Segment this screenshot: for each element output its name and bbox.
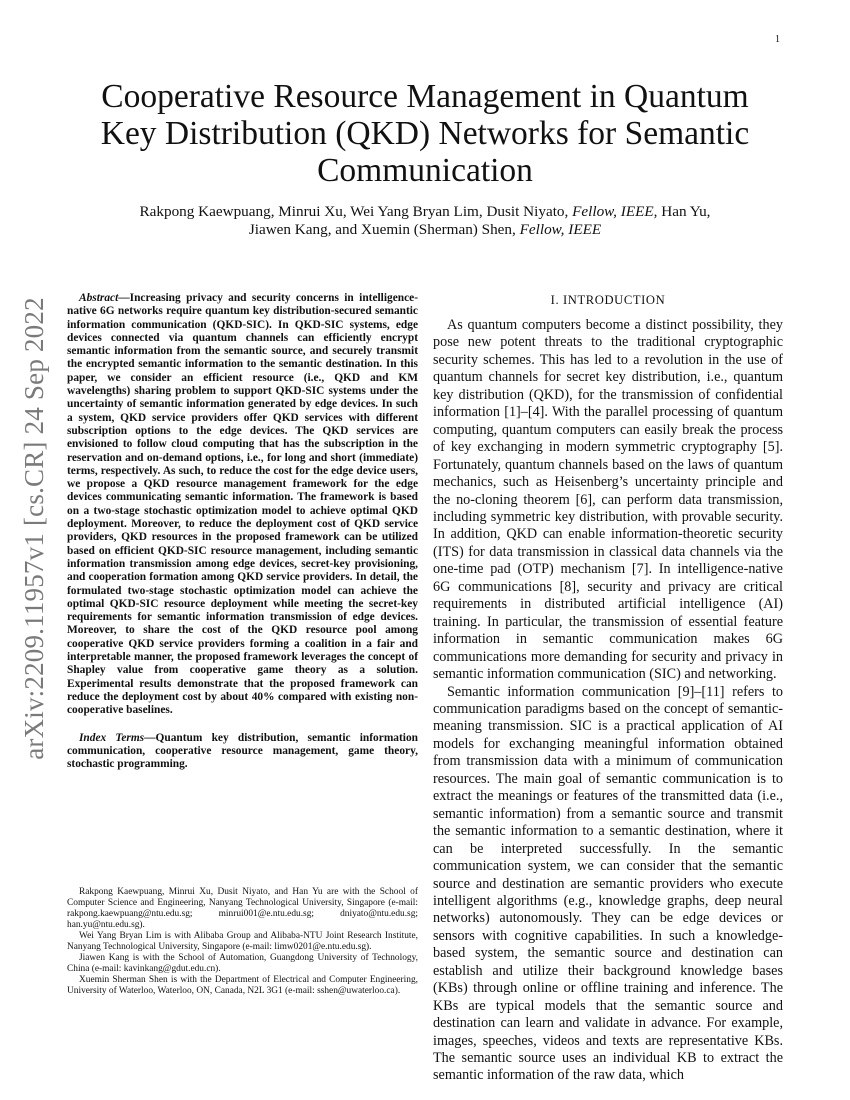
footnote: Xuemin Sherman Shen is with the Department of Electrical and Computer Engineering, University of Waterloo, Waterloo, ON, Canada, N2L 3G1 (e-mail: sshen@uwaterloo.ca). xyxy=(67,975,418,996)
body-paragraph: As quantum computers become a distinct possibility, they pose new potent threats to the traditional cryptographic security schemes. This has led to a revolution in the use of quantum channels for secret key distribution, i.e., quantum key distribution (QKD), for the transmission of confidential information [1]–[4]. With the parallel processing of quantum computing, quantum computers can easily break the process of key exchanging in modern symmetric cryptography [5]. Fortunately, quantum channels based on the laws of quantum mechanics, such as Heisenberg’s uncertainty principle and the no-cloning theorem [6], can perform data transmission, including symmetric key distribution, with provable security. In addition, QKD can enable information-theoretic security (ITS) for data transmission in classical data channels via the one-time pad (OTP) mechanism [7]. In intelligence-native 6G communications [8], security and privacy are critical requirements in distributed artificial intelligence (AI) training. In particular, the transmission of essential feature information in semantic communication makes 6G communications more demanding for security and privacy in semantic information communication (SIC) and networking. xyxy=(433,317,783,683)
authors-line1-a: Rakpong Kaewpuang, Minrui Xu, Wei Yang Bryan Lim, Dusit Niyato, xyxy=(139,203,573,220)
author-list xyxy=(90,203,760,239)
footnote: Jiawen Kang is with the School of Automation, Guangdong University of Technology, China (e-mail: kavinkang@gdut.edu.cn). xyxy=(67,953,418,974)
authors-line1-fellow: Fellow, IEEE xyxy=(572,203,654,220)
author-footnotes xyxy=(67,887,418,997)
footnote: Wei Yang Bryan Lim is with Alibaba Group and Alibaba-NTU Joint Research Institute, Nanyang Technological University, Singapore (e-mail: limw0201@e.ntu.edu.sg). xyxy=(67,931,418,952)
index-terms-label: Index Terms xyxy=(79,731,145,744)
authors-line1-b: , Han Yu, xyxy=(653,203,711,220)
paper-title: Cooperative Resource Management in Quantum Key Distribution (QKD) Networks for Semantic Communication xyxy=(100,78,750,189)
authors-line2-fellow: Fellow, IEEE xyxy=(519,221,602,238)
footnote: Rakpong Kaewpuang, Minrui Xu, Dusit Niyato, and Han Yu are with the School of Computer Science and Engineering, Nanyang Technological University, Singapore (e-mail: rakpong.kaewpuang@ntu.edu.sg; minrui001@e.ntu.edu.sg; dniyato@ntu.edu.sg; han.yu@ntu.edu.sg). xyxy=(67,887,418,930)
left-column xyxy=(67,292,418,771)
arxiv-stamp xyxy=(6,268,62,788)
abstract-label: Abstract xyxy=(79,292,119,304)
page-number: 1 xyxy=(775,34,780,45)
abstract-text: —Increasing privacy and security concerns in intelligence-native 6G networks require quantum key distribution-secured semantic information communication (QKD-SIC). In QKD-SIC systems, edge devices connected via quantum channels can efficiently encrypt semantic information from the semantic source, and securely transmit the encrypted semantic information to the semantic destination. In this paper, we consider an efficient resource (i.e., QKD and KM wavelengths) sharing problem to support QKD-SIC systems under the uncertainty of semantic information generated by edge devices. In such a system, QKD service providers offer QKD services with different subscription options to the edge devices. The QKD services are envisioned to follow cloud computing that has the subscription in the reservation and on-demand options, i.e., for long and short (immediate) terms, respectively. As such, to reduce the cost for the edge device users, we propose a QKD resource management framework for the edge devices communicating semantic information. The framework is based on a two-stage stochastic optimization model to achieve optimal QKD deployment. Moreover, to reduce the deployment cost of QKD service providers, QKD resources in the proposed framework can be utilized based on efficient QKD-SIC resource management, including semantic information transmission among edge devices, secret-key provisioning, and cooperation formation among QKD service providers. In detail, the formulated two-stage stochastic optimization model can achieve the optimal QKD-SIC resource deployment while meeting the secret-key requirements for semantic information transmission of edge devices. Moreover, to share the cost of the QKD resource pool among cooperative QKD service providers forming a coalition in a fair and interpretable manner, the proposed framework leverages the concept of Shapley value from cooperative game theory as a solution. Experimental results demonstrate that the proposed framework can reduce the deployment cost by about 40% compared with existing non-cooperative baselines. xyxy=(67,292,418,717)
authors-line2-a: Jiawen Kang, and Xuemin (Sherman) Shen, xyxy=(248,221,520,238)
body-paragraph: Semantic information communication [9]–[11] refers to communication paradigms based on the concept of semantic-meaning transmission. SIC is a practical application of AI models for exchanging meaningful information obtained from transmission data with a minimum of communication resources. The main goal of semantic communication is to extract the meanings or features of the transmitted data (i.e., semantic information) from a semantic source and transmit the semantic information to a semantic destination, where it can be interpreted successfully. In the semantic communication system, we can consider that the semantic source and destination are semantic providers who execute intelligent algorithms (e.g., knowledge graphs, deep neural networks) autonomously. They can be edge devices or sensors with cognitive capabilities. In such a knowledge-based system, the semantic source and destination can establish and utilize their background knowledge bases (KBs) through online or offline training and inference. The KBs are typical models that the semantic source and destination can learn and validate in advance. For example, images, speeches, videos and texts are representative KBs. The semantic source uses an individual KB to extract the semantic information of the raw data, which xyxy=(433,683,783,1084)
section-heading-introduction: I. INTRODUCTION xyxy=(550,293,666,307)
arxiv-identifier: arXiv:2209.11957v1 [cs.CR] 24 Sep 2022 xyxy=(18,296,49,760)
right-column xyxy=(433,292,783,1085)
index-terms xyxy=(67,732,418,772)
index-terms-text: —Quantum key distribution, semantic information communication, cooperative resource management, game theory, stochastic programming. xyxy=(67,731,418,771)
abstract xyxy=(67,292,418,718)
